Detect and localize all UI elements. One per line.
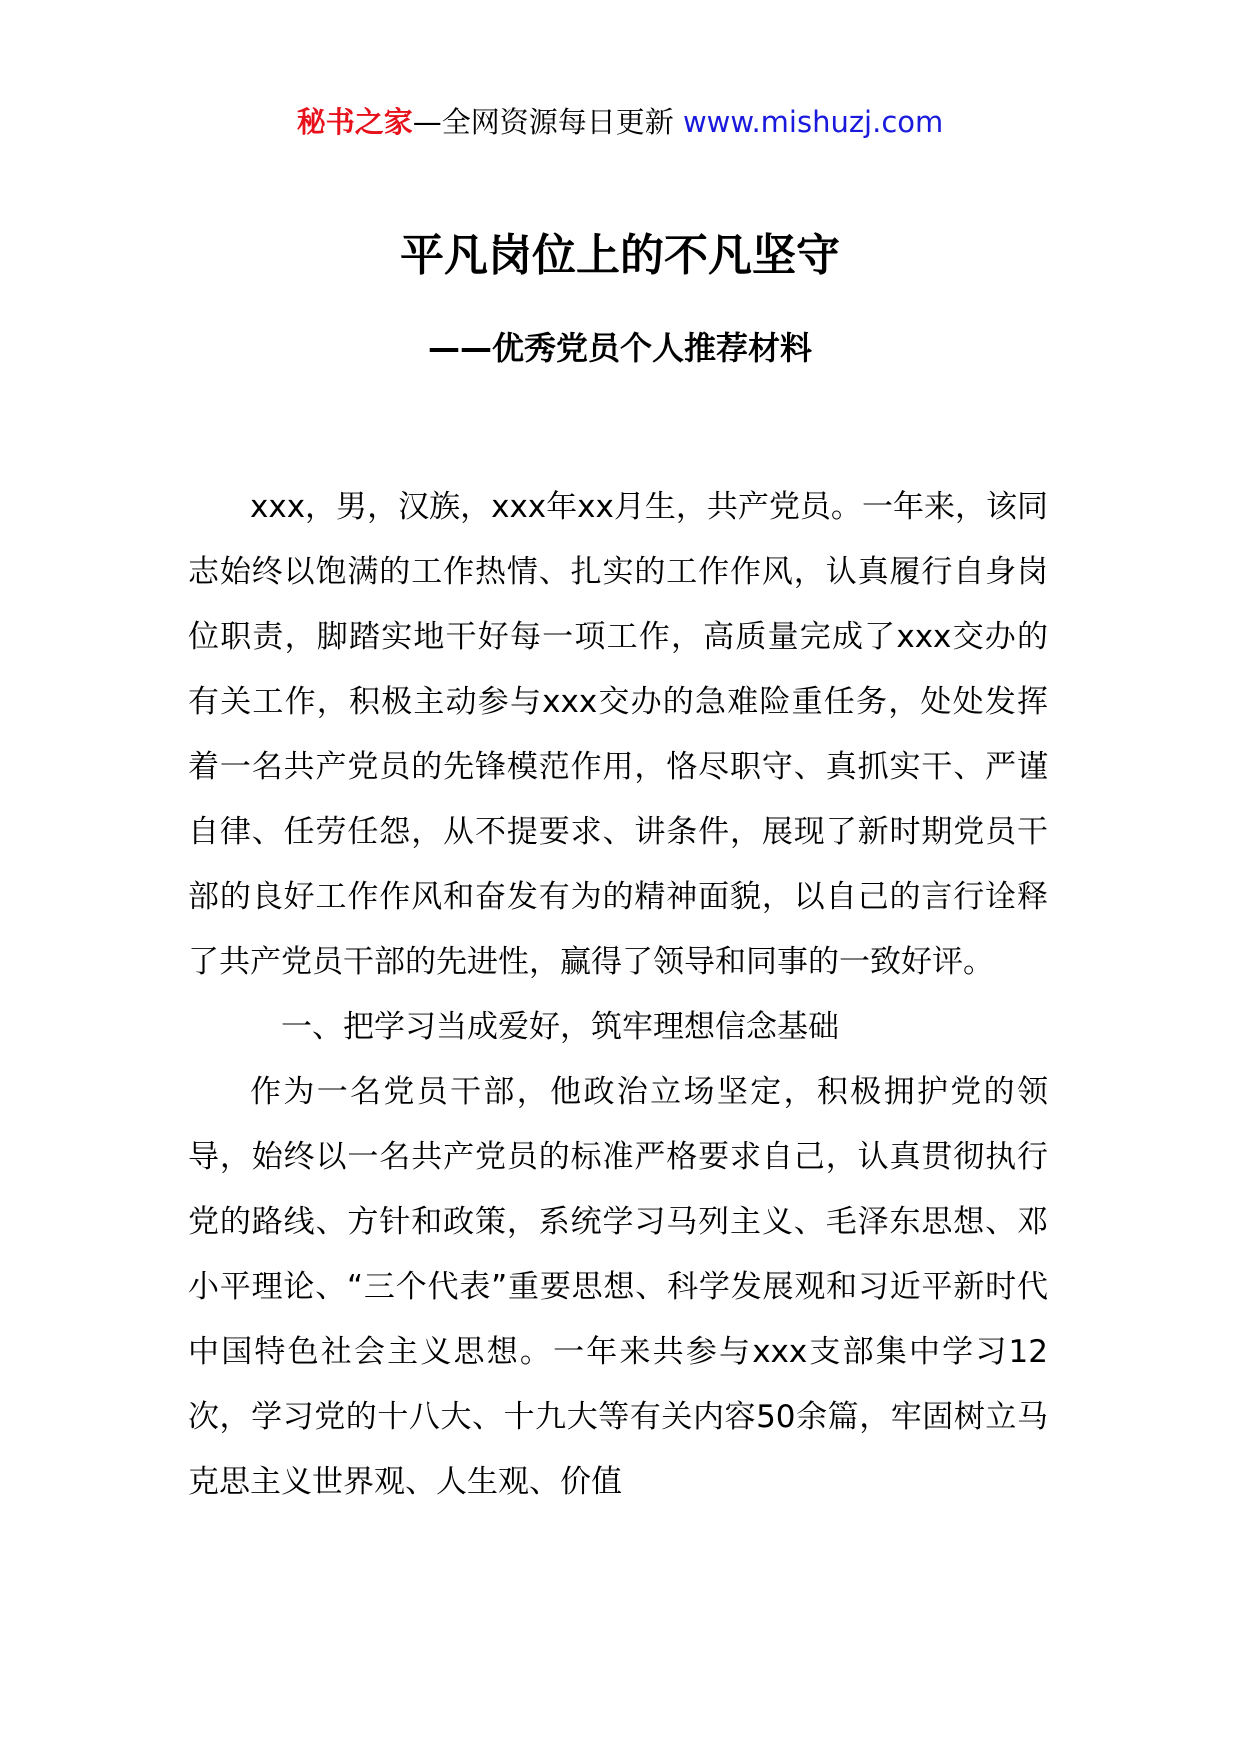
site-brand: 秘书之家: [296, 105, 413, 139]
site-slogan: —全网资源每日更新: [412, 105, 683, 139]
site-header: [0, 102, 1240, 142]
body-paragraph-section-1: 作为一名党员干部，他政治立场坚定，积极拥护党的领导，始终以一名共产党员的标准严格要求自己，认真贯彻执行党的路线、方针和政策，系统学习马列主义、毛泽东思想、邓小平理论、“三个代表”重要思想、科学发展观和习近平新时代中国特色社会主义思想。一年来共参与xxx支部集中学习12次，学习党的十八大、十九大等有关内容50余篇，牢固树立马克思主义世界观、人生观、价值: [188, 1074, 1048, 1500]
document-subtitle: ——优秀党员个人推荐材料: [427, 329, 812, 367]
site-url-link[interactable]: www.mishuzj.com: [682, 105, 944, 139]
body-paragraph-intro: xxx，男，汉族，xxx年xx月生，共产党员。一年来，该同志始终以饱满的工作热情、扎实的工作作风，认真履行自身岗位职责，脚踏实地干好每一项工作，高质量完成了xxx交办的有关工作，积极主动参与xxx交办的急难险重任务，处处发挥着一名共产党员的先锋模范作用，恪尽职守、真抓实干、严谨自律、任劳任怨，从不提要求、讲条件，展现了新时期党员干部的良好工作作风和奋发有为的精神面貌，以自己的言行诠释了共产党员干部的先进性，赢得了领导和同事的一致好评。: [188, 489, 1048, 980]
section-heading-1: 一、把学习当成爱好，筑牢理想信念基础: [281, 1009, 839, 1045]
document-body: [188, 475, 1048, 1515]
document-title: 平凡岗位上的不凡坚守: [400, 230, 840, 281]
